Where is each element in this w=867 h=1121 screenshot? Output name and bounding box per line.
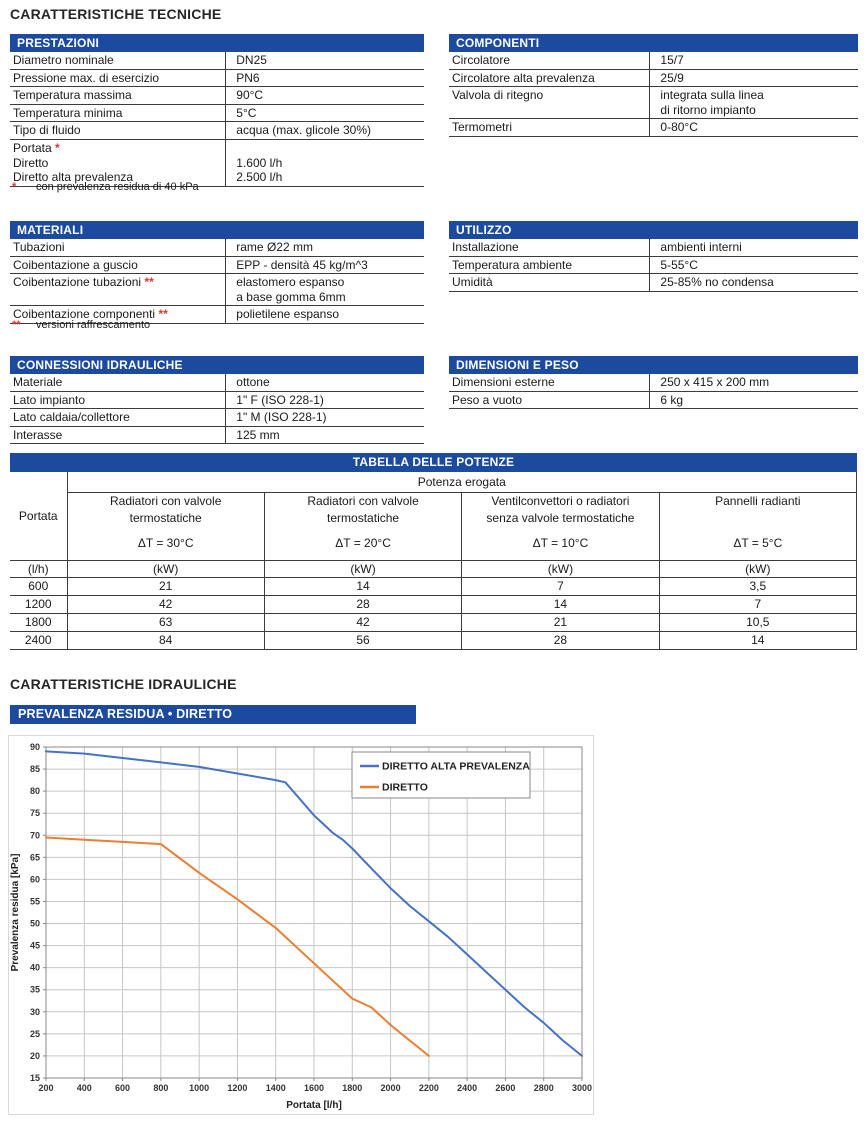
x-tick-label: 2200: [418, 1083, 439, 1093]
power-unit-cell: (kW): [659, 560, 856, 577]
spec-value: [225, 239, 424, 256]
y-tick-label: 15: [29, 1073, 40, 1083]
y-tick-label: 25: [29, 1028, 40, 1039]
y-tick-label: 80: [29, 786, 40, 797]
text-line: elastomero espanso: [236, 275, 345, 290]
legend-label: DIRETTO: [382, 781, 428, 794]
power-value-cell: 84: [67, 631, 264, 649]
text-line: senza valvole termostatiche: [486, 510, 635, 525]
power-column-header-row: [10, 492, 857, 560]
power-column-title: [70, 493, 262, 527]
power-value-cell: 21: [67, 577, 264, 595]
text-line: 6 kg: [660, 392, 684, 407]
text-line: 15/7: [660, 53, 684, 67]
power-portata-cell: 1800: [10, 613, 67, 631]
table-header: COMPONENTI: [449, 34, 858, 52]
text-line: [236, 141, 422, 156]
text-line: Portata *: [13, 140, 60, 155]
text-line: Interasse: [13, 427, 63, 442]
table-row: [10, 631, 857, 649]
spec-value: [225, 306, 424, 323]
footnote-raffrescamento: [12, 319, 150, 331]
spec-label: [449, 87, 649, 118]
text-line: 90°C: [236, 88, 264, 103]
spec-row: [10, 70, 424, 88]
spec-value: [649, 87, 858, 118]
power-value-cell: 63: [67, 613, 264, 631]
text-line: Lato caldaia/collettore: [13, 410, 130, 425]
spec-value: [225, 274, 424, 305]
prevalenza-chart: [8, 735, 594, 1115]
text-line: Installazione: [452, 240, 519, 254]
footnote-marker: **: [158, 307, 168, 322]
text-line: Dimensioni esterne: [452, 375, 555, 389]
power-column-delta: ΔT = 20°C: [335, 535, 391, 550]
spec-value: [649, 119, 858, 136]
spec-label: [10, 257, 225, 274]
power-row-label-header: Portata: [10, 472, 67, 560]
power-units-row: [10, 560, 857, 577]
x-tick-label: 2400: [457, 1083, 478, 1093]
y-tick-label: 70: [29, 830, 40, 841]
text-line: ottone: [236, 375, 270, 389]
text-line: 2.500 l/h: [236, 170, 283, 185]
power-value-cell: 56: [264, 631, 461, 649]
spec-row: [10, 257, 424, 275]
power-value-cell: 21: [462, 613, 659, 631]
footnote-marker: *: [12, 181, 17, 193]
chart-area: [8, 735, 594, 1120]
x-tick-label: 1800: [342, 1083, 363, 1093]
spec-row: [449, 52, 858, 70]
x-tick-label: 400: [76, 1083, 92, 1093]
spec-value: [649, 239, 858, 256]
spec-value: [649, 52, 858, 69]
table-materiali: [10, 221, 424, 324]
spec-value: [649, 257, 858, 274]
power-column-title: [267, 493, 459, 527]
power-value-cell: 7: [659, 595, 856, 613]
text-line: Circolatore alta prevalenza: [452, 70, 595, 85]
spec-label: [10, 140, 225, 186]
spec-row: [10, 409, 424, 427]
footnote-marker: **: [12, 319, 21, 331]
table-prestazioni: [10, 34, 424, 187]
y-tick-label: 20: [29, 1050, 40, 1061]
spec-label: [10, 87, 225, 104]
spec-label: [10, 409, 225, 426]
spec-row: [449, 257, 858, 275]
text-line: integrata sulla linea: [660, 88, 764, 103]
y-tick-label: 85: [29, 764, 40, 775]
power-column-delta: ΔT = 10°C: [532, 535, 589, 550]
power-portata-cell: 1200: [10, 595, 67, 613]
legend-box: [352, 752, 530, 798]
section-title-caratteristiche-tecniche: CARATTERISTICHE TECNICHE: [10, 6, 222, 22]
text-line: 1.600 l/h: [236, 155, 283, 170]
y-tick-label: 55: [29, 896, 40, 907]
spec-label: [10, 239, 225, 256]
spec-value: [225, 257, 424, 274]
text-line: Diretto: [13, 155, 49, 170]
power-unit-cell: (l/h): [10, 560, 67, 577]
spec-row: [449, 392, 858, 410]
power-column-title: [662, 493, 854, 527]
text-line: DN25: [236, 53, 267, 67]
spec-label: [10, 374, 225, 391]
x-tick-label: 1200: [227, 1083, 248, 1093]
table-row: [10, 595, 857, 613]
table-potenze-body: [10, 472, 857, 650]
spec-row: [10, 87, 424, 105]
text-line: di ritorno impianto: [660, 102, 756, 117]
spec-value: [225, 392, 424, 409]
text-line: rame Ø22 mm: [236, 240, 313, 254]
power-unit-cell: (kW): [67, 560, 264, 577]
y-tick-label: 65: [29, 852, 40, 863]
text-line: Temperatura ambiente: [452, 257, 573, 272]
spec-row: [10, 122, 424, 140]
power-value-cell: 14: [462, 595, 659, 613]
spec-value: [225, 87, 424, 104]
text-line: Peso a vuoto: [452, 392, 523, 407]
spec-row: [449, 239, 858, 257]
text-line: Radiatori con valvole: [307, 493, 419, 508]
spec-row: [449, 87, 858, 119]
footnote-marker: **: [144, 275, 154, 290]
text-line: Circolatore: [452, 53, 511, 67]
text-line: acqua (max. glicole 30%): [236, 123, 371, 138]
spec-value: [225, 52, 424, 69]
table-header: CONNESSIONI IDRAULICHE: [10, 356, 424, 374]
footnote-marker: *: [55, 140, 60, 155]
spec-value: [225, 122, 424, 139]
power-column-delta: ΔT = 5°C: [733, 535, 783, 550]
text-line: 5-55°C: [660, 257, 698, 272]
spec-row: [449, 119, 858, 137]
text-line: Ventilconvettori o radiatori: [491, 493, 630, 508]
table-utilizzo: [449, 221, 858, 292]
x-tick-label: 3000: [571, 1083, 593, 1093]
power-value-cell: 42: [264, 613, 461, 631]
spec-label: [449, 257, 649, 274]
power-value-cell: 28: [264, 595, 461, 613]
spec-value: [225, 140, 424, 186]
spec-value: [649, 374, 858, 391]
chart-title-bar: [10, 705, 416, 724]
spec-label: [449, 52, 649, 69]
text-line: EPP - densità 45 kg/m^3: [236, 257, 368, 272]
spec-value: [649, 70, 858, 87]
spec-value: [225, 374, 424, 391]
y-tick-label: 90: [29, 742, 40, 752]
spec-label: [449, 239, 649, 256]
text-line: 1" M (ISO 228-1): [236, 410, 327, 425]
x-tick-label: 2800: [533, 1083, 554, 1093]
text-line: 25/9: [660, 70, 684, 85]
spec-row: [10, 105, 424, 123]
text-line: Temperatura massima: [13, 88, 132, 103]
text-line: Pressione max. di esercizio: [13, 70, 160, 85]
power-value-cell: 3,5: [659, 577, 856, 595]
power-value-cell: 14: [264, 577, 461, 595]
spec-row: [449, 374, 858, 392]
table-dimensioni-e-peso: [449, 356, 858, 409]
power-column-header: [462, 492, 659, 560]
text-line: 250 x 415 x 200 mm: [660, 375, 770, 389]
power-value-cell: 14: [659, 631, 856, 649]
spec-label: [10, 392, 225, 409]
power-header-row: [10, 472, 857, 492]
y-tick-label: 45: [29, 940, 40, 951]
text-line: 5°C: [236, 105, 257, 120]
x-tick-label: 1400: [265, 1083, 286, 1093]
x-tick-label: 800: [153, 1083, 169, 1093]
text-line: 125 mm: [236, 427, 280, 442]
table-header: MATERIALI: [10, 221, 424, 239]
x-tick-label: 2600: [495, 1083, 516, 1093]
y-tick-label: 50: [29, 918, 40, 929]
spec-label: [449, 119, 649, 136]
table-row: [10, 613, 857, 631]
footnote-text: versioni raffrescamento: [36, 319, 151, 331]
text-line: Lato impianto: [13, 392, 86, 407]
y-tick-label: 40: [29, 962, 40, 973]
power-portata-cell: 600: [10, 577, 67, 595]
power-value-cell: 42: [67, 595, 264, 613]
spec-row: [10, 392, 424, 410]
spec-row: [449, 70, 858, 88]
text-line: Radiatori con valvole: [109, 493, 222, 508]
spec-value: [649, 274, 858, 291]
spec-row: [10, 239, 424, 257]
power-unit-cell: (kW): [462, 560, 659, 577]
text-line: termostatiche: [327, 510, 400, 525]
text-line: Tubazioni: [13, 240, 65, 254]
power-value-cell: 7: [462, 577, 659, 595]
spec-value: [649, 392, 858, 409]
table-connessioni-idrauliche: [10, 356, 424, 444]
spec-label: [10, 105, 225, 122]
text-line: a base gomma 6mm: [236, 289, 346, 304]
table-header: UTILIZZO: [449, 221, 858, 239]
power-column-header: [659, 492, 856, 560]
text-line: PN6: [236, 70, 260, 85]
footnote-text: con prevalenza residua di 40 kPa: [36, 181, 199, 193]
table-potenze-header: TABELLA DELLE POTENZE: [10, 453, 857, 472]
power-subheader: Potenza erogata: [67, 472, 857, 492]
power-column-header: [67, 492, 264, 560]
section-title-caratteristiche-idrauliche: CARATTERISTICHE IDRAULICHE: [10, 676, 237, 692]
spec-label: [449, 274, 649, 291]
power-value-cell: 28: [462, 631, 659, 649]
y-tick-label: 75: [29, 808, 40, 819]
y-tick-label: 35: [29, 984, 40, 995]
spec-label: [10, 70, 225, 87]
x-axis-title: Portata [l/h]: [286, 1100, 342, 1111]
spec-label: [449, 70, 649, 87]
spec-row: [10, 374, 424, 392]
table-componenti: [449, 34, 858, 137]
text-line: ambienti interni: [660, 240, 742, 254]
table-header: DIMENSIONI E PESO: [449, 356, 858, 374]
chart-title: PREVALENZA RESIDUA • DIRETTO: [18, 707, 233, 721]
spec-value: [225, 427, 424, 444]
text-line: 25-85% no condensa: [660, 275, 774, 290]
spec-row: [10, 274, 424, 306]
spec-label: [10, 274, 225, 305]
x-tick-label: 1600: [303, 1083, 325, 1093]
power-column-delta: ΔT = 30°C: [137, 535, 194, 550]
table-header: PRESTAZIONI: [10, 34, 424, 52]
y-tick-label: 60: [29, 874, 40, 885]
text-line: Materiale: [13, 375, 63, 389]
text-line: Diretto alta prevalenza: [13, 170, 134, 185]
spec-value: [225, 409, 424, 426]
power-value-cell: 10,5: [659, 613, 856, 631]
text-line: Coibentazione a guscio: [13, 257, 138, 272]
spec-row: [449, 274, 858, 292]
spec-label: [10, 427, 225, 444]
y-tick-label: 30: [29, 1006, 40, 1017]
spec-label: [449, 392, 649, 409]
text-line: 0-80°C: [660, 120, 698, 135]
x-tick-label: 2000: [380, 1083, 401, 1093]
spec-row: [10, 427, 424, 445]
spec-label: [10, 122, 225, 139]
y-axis-title: Prevalenza residua [kPa]: [10, 853, 21, 972]
spec-value: [225, 70, 424, 87]
power-column-header: [264, 492, 461, 560]
spec-label: [449, 374, 649, 391]
x-tick-label: 200: [38, 1083, 54, 1093]
text-line: polietilene espanso: [236, 307, 340, 322]
footnote-prevalenza: [12, 181, 199, 193]
spec-row: [10, 52, 424, 70]
legend-label: DIRETTO ALTA PREVALENZA: [382, 760, 530, 773]
text-line: Tipo di fluido: [13, 123, 81, 138]
table-potenze: [10, 453, 857, 650]
text-line: Termometri: [452, 120, 513, 135]
spec-value: [225, 105, 424, 122]
text-line: Temperatura minima: [13, 105, 123, 120]
text-line: Coibentazione tubazioni **: [13, 275, 154, 290]
text-line: Valvola di ritegno: [452, 88, 544, 103]
text-line: Coibentazione componenti **: [13, 307, 168, 322]
spec-row: [10, 140, 424, 187]
x-tick-label: 600: [115, 1083, 131, 1093]
power-unit-cell: (kW): [264, 560, 461, 577]
x-tick-label: 1000: [189, 1083, 210, 1093]
table-row: [10, 577, 857, 595]
power-column-title: [464, 493, 656, 527]
text-line: Pannelli radianti: [715, 493, 801, 508]
text-line: Umidità: [452, 275, 493, 290]
power-portata-cell: 2400: [10, 631, 67, 649]
text-line: 1" F (ISO 228-1): [236, 392, 324, 407]
text-line: Diametro nominale: [13, 53, 114, 67]
spec-label: [10, 52, 225, 69]
text-line: termostatiche: [129, 510, 202, 525]
